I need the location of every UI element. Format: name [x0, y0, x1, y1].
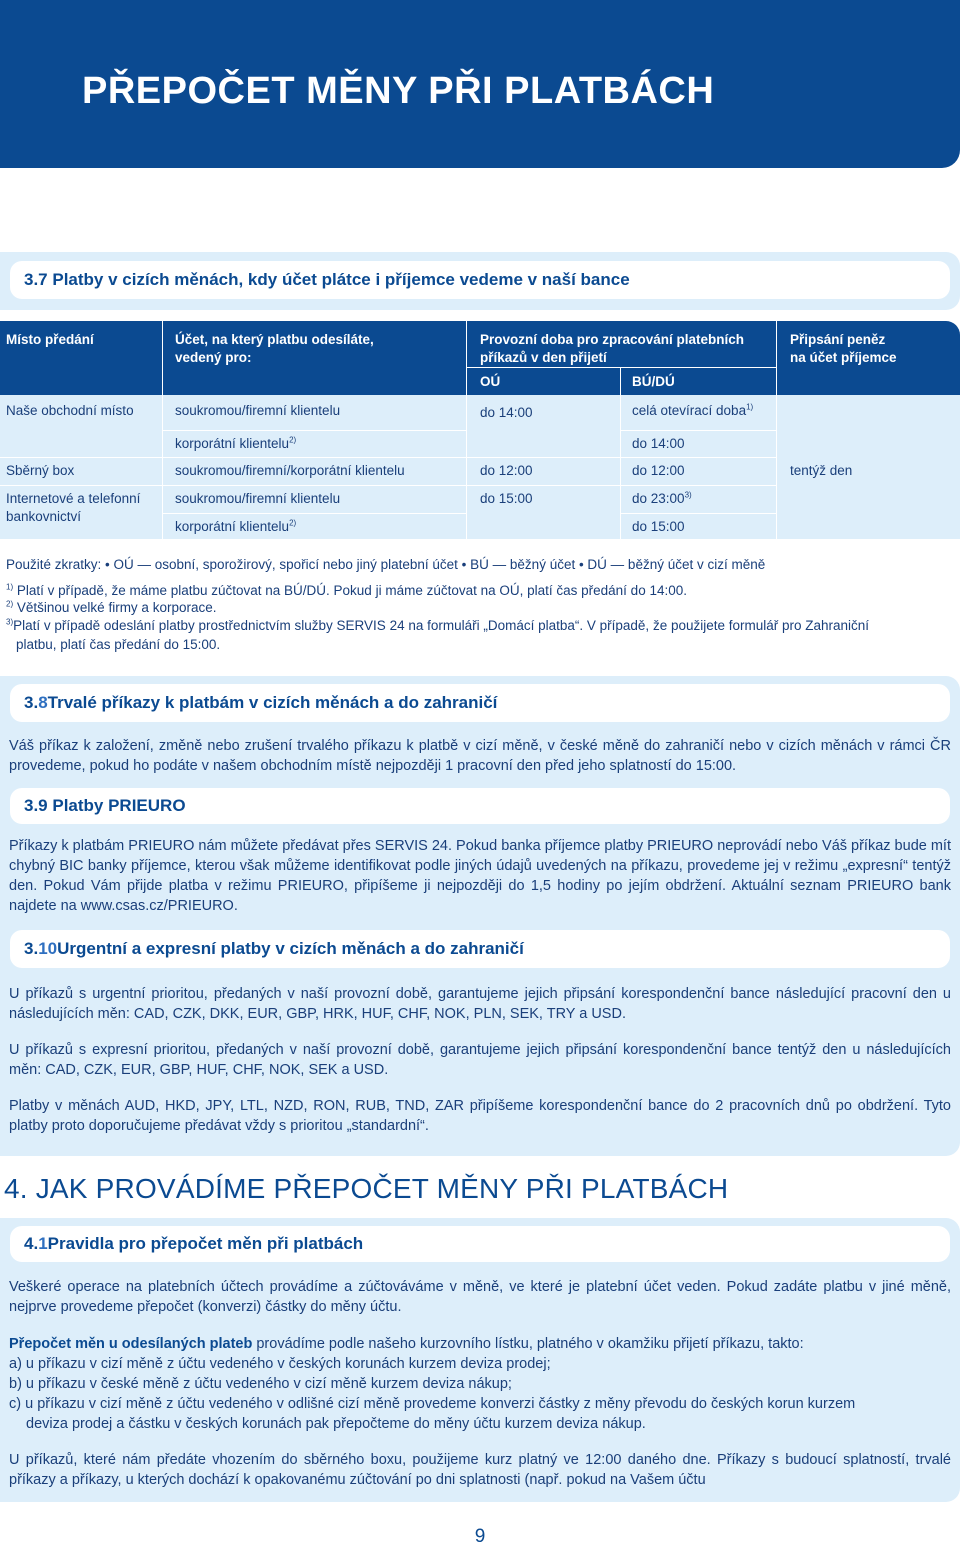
rule-b: b) u příkazu v české měně z účtu vedeného v cizí měně kurzem deviza nákup;: [9, 1376, 512, 1392]
header-account: Účet, na který platbu odesíláte, vedený pro:: [175, 332, 374, 365]
section-4-1-p2: Přepočet měn u odesílaných plateb provádíme podle našeho kurzovního lístku, platného v okamžiku přijetí příkazu, takto:: [9, 1336, 804, 1352]
section-4-1-title: 4. 1 Pravidla pro přepočet měn při platbách: [10, 1226, 950, 1262]
section-3-10-p1: U příkazů s urgentní prioritou, předaných v naší provozní době, garantujeme jejich připsání korespondenční bance následující pracovní den u následujících měn: CAD, CZK, DKK, EUR, GBP, HRK, HUF, CHF, NOK, PLN, SEK, TRY a USD.: [9, 986, 951, 1022]
header-place: Místo předání: [6, 332, 94, 347]
note-3-cont: platbu, platí čas předání do 15:00.: [16, 637, 221, 652]
note-1: $^{1)}$ Platí v případě, že máme platbu zúčtovat na BÚ/DÚ. Pokud ji máme zúčtovat na OÚ, platí čas předání do 14:00.: [6, 582, 687, 598]
header-bu-du: BÚ/DÚ: [632, 374, 675, 389]
row1-bu: celá otevírací doba$^{1)}$: [632, 402, 754, 418]
section-3-9-text: Příkazy k platbám PRIEURO nám můžete předávat přes SERVIS 24. Pokud banka příjemce platby PRIEURO neprovádí nebo Váš příkaz bude mít chybný BIC banky příjemce, kterou však můžeme identifikovat podle jiných údajů uvedených na příkazu, provedeme jej v režimu „expresní“ tentýž den. Pokud Vám přijde platba v režimu PRIEURO, připíšeme ji nejpozději do 1,5 hodiny po jejím obdržení. Aktuální seznam PRIEURO bank najdete na www.csas.cz/PRIEURO.: [9, 838, 951, 914]
section-4-1-p1: Veškeré operace na platebních účtech provádíme a zúčtováváme v měně, ve které je platební účet veden. Pokud zadáte platbu v jiné měně, nejprve provedeme přepočet (konverzi) částky do měny účtu.: [9, 1279, 951, 1315]
row4-client: soukromou/firemní klientelu: [175, 491, 341, 506]
page-title: PŘEPOČET MĚNY PŘI PLATBÁCH: [82, 70, 715, 112]
rule-a: a) u příkazu v cizí měně z účtu vedeného v českých korunách kurzem deviza prodej;: [9, 1356, 551, 1372]
table-body: [0, 395, 960, 539]
header-band: [0, 0, 960, 168]
section-4-1-box: [0, 1218, 960, 1502]
row3-ou: do 12:00: [480, 463, 533, 478]
section-4-1-p3: U příkazů, které nám předáte vhozením do sběrného boxu, použijeme kurz platný ve 12:00 daného dne. Příkazy s budoucí splatností, trvalé příkazy a příkazy, u kterých dochází k opakovanému zúčtování po dni splatnosti (např. pokud na Vašem účtu: [9, 1452, 951, 1488]
section-3-7-title: 3.7 Platby v cizích měnách, kdy účet plátce i příjemce vedeme v naší bance: [10, 261, 950, 299]
row1-client: soukromou/firemní klientelu: [175, 403, 341, 418]
row2-bu: do 14:00: [632, 436, 685, 451]
row3-bu: do 12:00: [632, 463, 685, 478]
header-ou: OÚ: [480, 374, 501, 389]
row4-bu: do 23:00$^{3)}$: [632, 490, 692, 506]
row3-client: soukromou/firemní/korporátní klientelu: [175, 463, 405, 478]
credit-same-day: tentýž den: [790, 463, 853, 478]
row1-place: Naše obchodní místo: [6, 403, 134, 418]
row5-client: korporátní klientelu$^{2)}$: [175, 518, 297, 534]
header-hours: Provozní doba pro zpracování platebních příkazů v den přijetí: [480, 332, 745, 365]
page-number: 9: [474, 1526, 486, 1547]
section-3-10-p3: Platby v měnách AUD, HKD, JPY, LTL, NZD, RON, RUB, TND, ZAR připíšeme korespondenční bance do 2 pracovních dnů po obdržení. Tyto platby proto doporučujeme předávat vždy s prioritou „standardní“.: [9, 1098, 951, 1134]
row1-ou: do 14:00: [480, 405, 533, 420]
note-3: $^{3)}$Platí v případě odeslání platby prostřednictvím služby SERVIS 24 na formuláři „Domácí platba“. V případě, že použijete formulář pro Zahraniční: [6, 617, 870, 633]
note-2: $^{2)}$ Většinou velké firmy a korporace.: [6, 599, 217, 615]
sections-3-8-to-3-10-box: [0, 676, 960, 1156]
section-3-10-p2: U příkazů s expresní prioritou, předaných v naší provozní době, garantujeme jejich připsání korespondenční bance tentýž den u následujících měn: CAD, CZK, EUR, GBP, HUF, CHF, NOK, SEK a USD.: [9, 1042, 951, 1078]
section-3-7-box: [0, 252, 960, 310]
rule-c: c) u příkazu v cizí měně z účtu vedeného v odlišné cizí měně provedeme konverzi částky z měny převodu do českých korun kurzem: [9, 1396, 856, 1412]
section-3-10-title: 3. 10 Urgentní a expresní platby v cizích měnách a do zahraničí: [10, 930, 950, 968]
abbreviations: Použité zkratky: • OÚ — osobní, sporožirový, spořicí nebo jiný platební účet • BÚ — běžný účet • DÚ — běžný účet v cizí měně: [6, 557, 766, 572]
table-notes: [0, 553, 960, 668]
row3-place: Sběrný box: [6, 463, 75, 478]
section-3-8-text: Váš příkaz k založení, změně nebo zrušení trvalého příkazu k platbě v cizí měně, v české měně do zahraničí nebo v cizích měnách v rámci ČR provedeme, pokud ho podáte v našem obchodním místě nejpozději 1 pracovní den před jeho splatností do 15:00.: [9, 738, 951, 774]
table-header: [0, 321, 960, 395]
row4-ou: do 15:00: [480, 491, 533, 506]
rule-c-cont: deviza prodej a částku v českých korunách pak přepočteme do měny účtu kurzem deviza nákup.: [26, 1416, 646, 1432]
row4-place: Internetové a telefonní bankovnictví: [6, 491, 141, 524]
header-credit: Připsání peněz na účet příjemce: [790, 332, 897, 365]
chapter-4-heading: 4. JAK PROVÁDÍME PŘEPOČET MĚNY PŘI PLATBÁCH: [4, 1173, 729, 1204]
section-3-8-title: 3. 8 Trvalé příkazy k platbám v cizích měnách a do zahraničí: [10, 684, 950, 722]
row5-bu: do 15:00: [632, 519, 685, 534]
section-3-9-title: 3.9 Platby PRIEURO: [10, 788, 950, 824]
row2-client: korporátní klientelu$^{2)}$: [175, 435, 297, 451]
